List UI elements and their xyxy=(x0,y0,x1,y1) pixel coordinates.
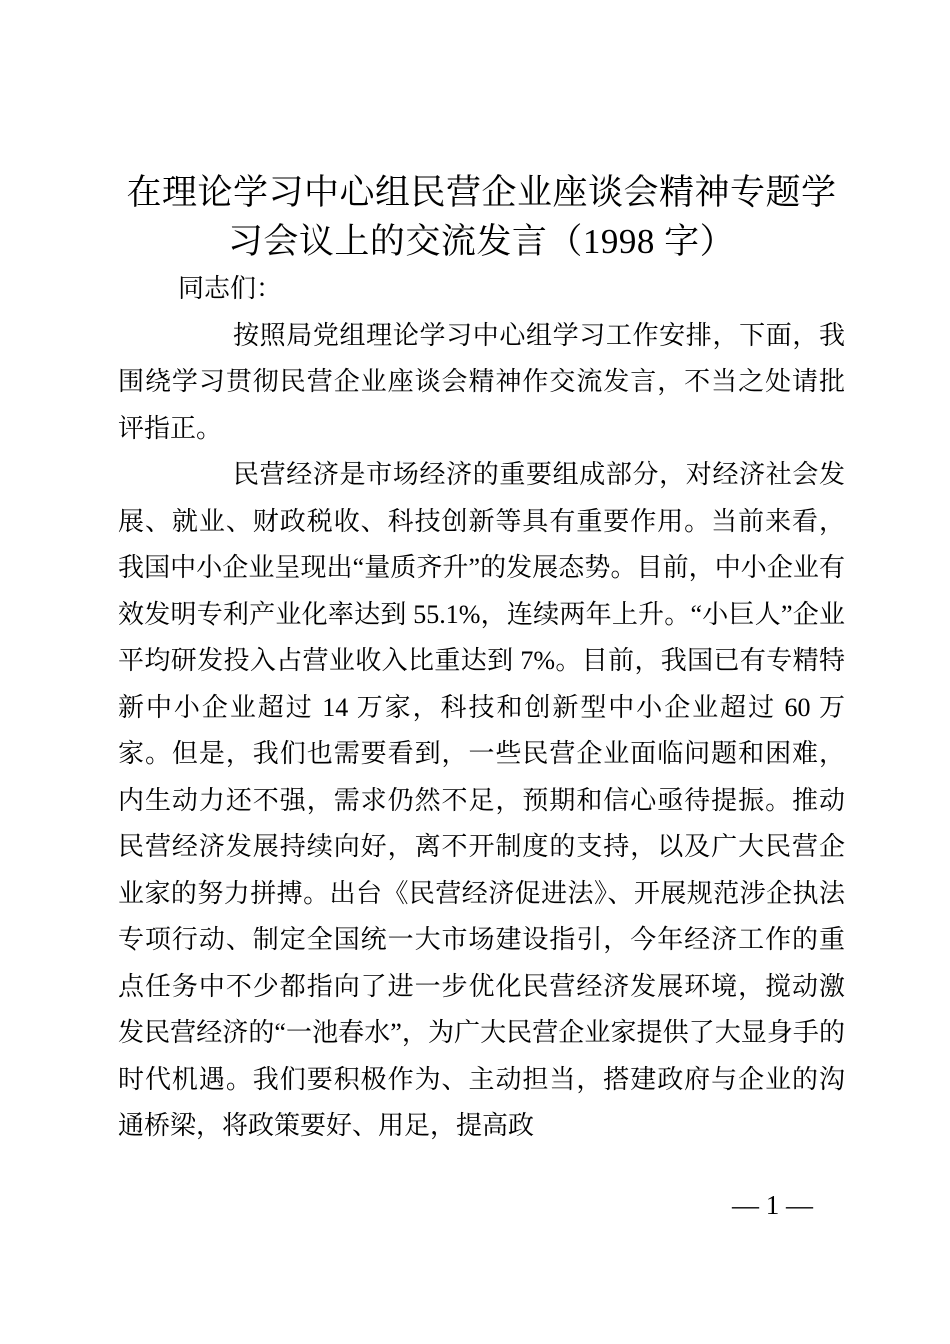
document-title: 在理论学习中心组民营企业座谈会精神专题学习会议上的交流发言（1998 字） xyxy=(126,173,837,261)
page-number: — 1 — xyxy=(732,1190,813,1220)
paragraph-opening: 按照局党组理论学习中心组学习工作安排，下面，我围绕学习贯彻民营企业座谈会精神作交流发言，不当之处请批评指正。 xyxy=(118,320,845,443)
salutation: 同志们： xyxy=(178,274,283,303)
document-content xyxy=(118,168,845,1150)
paragraph-body: 民营经济是市场经济的重要组成部分，对经济社会发展、就业、财政税收、科技创新等具有重要作用。当前来看，我国中小企业呈现出“量质齐升”的发展态势。目前，中小企业有效发明专利产业化率达到 55.1%，连续两年上升。“小巨人”企业平均研发投入占营业收入比重达到 7%。目前，我国已有专精特新中小企业超过 14 万家，科技和创新型中小企业超过 60 万家。但是，我们也需要看到，一些民营企业面临问题和困难，内生动力还不强，需求仍然不足，预期和信心亟待提振。推动民营经济发展持续向好，离不开制度的支持，以及广大民营企业家的努力拼搏。出台《民营经济促进法》、开展规范涉企执法专项行动、制定全国统一大市场建设指引，今年经济工作的重点任务中不少都指向了进一步优化民营经济发展环境，搅动激发民营经济的“一池春水”，为广大民营企业家提供了大显身手的时代机遇。我们要积极作为、主动担当，搭建政府与企业的沟通桥梁，将政策要好、用足，提高政 xyxy=(118,460,845,1140)
